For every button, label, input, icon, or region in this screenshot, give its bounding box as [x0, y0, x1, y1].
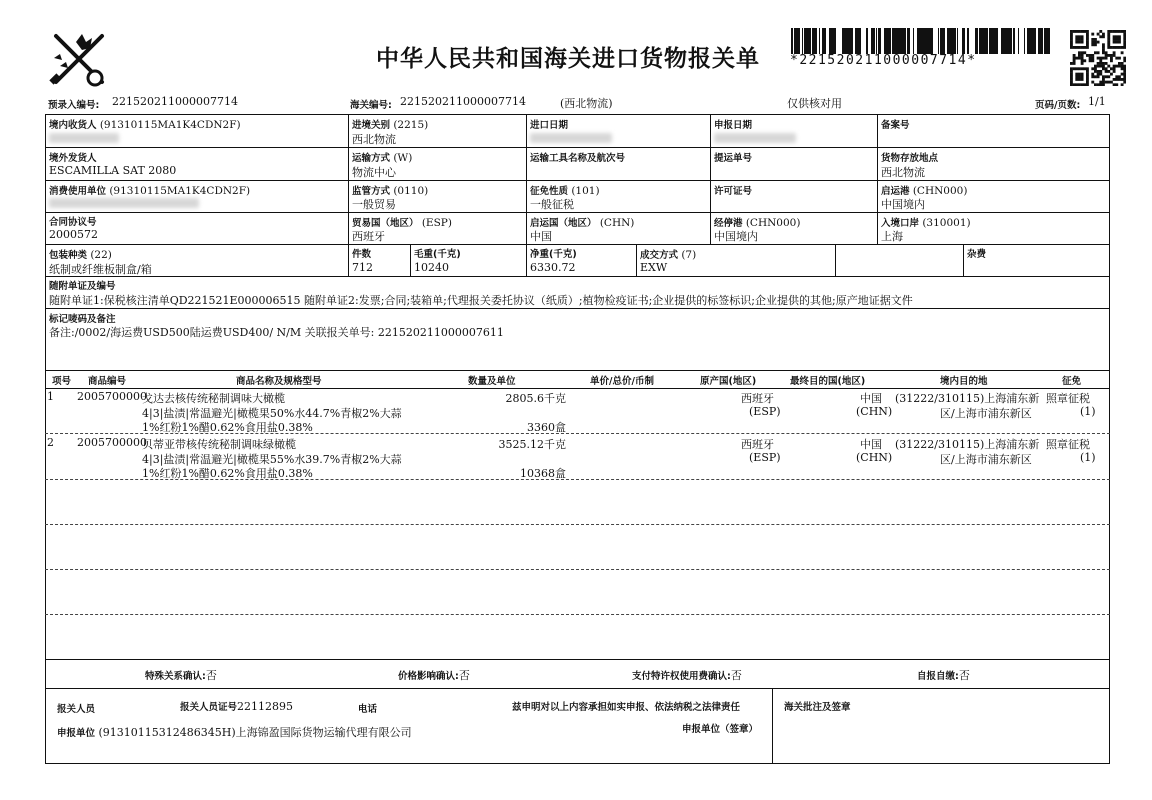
levy-nature-label: 征免性质 (101): [530, 185, 600, 197]
declarant-cert: 报关人员证号22112895: [180, 700, 294, 713]
transit-port-value: 中国境内: [714, 230, 758, 243]
consignee-label: 境内收货人 (91310115MA1K4CDN2F): [49, 119, 241, 131]
col-domestic: 境内目的地: [940, 376, 988, 387]
legal-statement: 兹申明对以上内容承担如实申报、依法纳税之法律责任: [512, 702, 741, 713]
net-weight-label: 净重(千克): [530, 249, 577, 260]
entry-customs-label: 进境关别 (2215): [352, 119, 429, 131]
qty-weight: 2805.6千克: [505, 392, 566, 405]
marks-label: 标记唛码及备注: [49, 314, 116, 325]
col-name-spec: 商品名称及规格型号: [236, 376, 322, 387]
goods-spec-2: 1%红粉1%醋0.62%食用盐0.38%: [142, 421, 313, 434]
levy-mode: 照章征税: [1046, 392, 1090, 405]
declare-unit: 申报单位 (91310115312486345H)上海锦盈国际货物运输代理有限公司: [57, 726, 412, 739]
approval-only: 仅供核对用: [787, 97, 842, 110]
package-type-value: 纸制或纤维板制盒/箱: [49, 263, 152, 276]
document-title: 中华人民共和国海关进口货物报关单: [376, 46, 760, 72]
domestic-dest: (31222/310115)上海浦东新: [895, 438, 1040, 451]
pieces-label: 件数: [352, 249, 372, 260]
origin-code: (ESP): [749, 451, 781, 464]
goods-location-value: 西北物流: [881, 166, 925, 179]
goods-spec: 4|3|盐渍|常温避光|橄榄果50%水44.7%青椒2%大蒜: [142, 407, 402, 420]
origin-country-label: 启运国（地区） (CHN): [530, 217, 635, 229]
col-qty: 数量及单位: [468, 376, 516, 387]
dest-country: 中国: [860, 438, 882, 451]
gross-weight-label: 毛重(千克): [414, 249, 461, 260]
goods-name: 戈达去核传统秘制调味大橄榄: [142, 392, 285, 405]
origin-code: (ESP): [749, 405, 781, 418]
transaction-mode-value: EXW: [640, 261, 668, 274]
qty-boxes: 10368盒: [520, 467, 566, 480]
levy-code: (1): [1080, 451, 1096, 464]
entry-customs-value: 西北物流: [352, 133, 396, 146]
levy-nature-value: 一般征税: [530, 198, 574, 211]
special-relation-confirm: 特殊关系确认:否: [145, 669, 217, 682]
page-label: 页码/页数:: [1035, 100, 1081, 111]
goods-name: 贝蒂亚带核传统秘制调味绿橄榄: [142, 438, 296, 451]
self-declare-confirm: 自报自缴:否: [917, 669, 970, 682]
customs-name: (西北物流): [560, 97, 613, 110]
domestic-dest: (31222/310115)上海浦东新: [895, 392, 1040, 405]
trade-country-label: 贸易国（地区） (ESP): [352, 217, 452, 229]
departure-port-label: 启运港 (CHN000): [881, 185, 968, 197]
levy-mode: 照章征税: [1046, 438, 1090, 451]
dest-code: (CHN): [856, 451, 893, 464]
bill-no-label: 提运单号: [714, 153, 753, 164]
package-type-label: 包装种类 (22): [49, 249, 112, 261]
misc-fee-label: 杂费: [967, 249, 987, 260]
contract-no-label: 合同协议号: [49, 217, 97, 228]
price-impact-confirm: 价格影响确认:否: [398, 669, 470, 682]
domestic-dest-2: 区/上海市浦东新区: [940, 407, 1032, 420]
entry-port-label: 入境口岸 (310001): [881, 217, 971, 229]
marks-value: 备注:/0002/海运费USD500陆运费USD400/ N/M 关联报关单号: 221520211000007611: [49, 326, 504, 339]
contract-no-value: 2000572: [49, 228, 98, 241]
overseas-shipper-value: ESCAMILLA SAT 2080: [49, 164, 177, 177]
customs-note-label: 海关批注及签章: [784, 702, 851, 713]
net-weight-value: 6330.72: [530, 261, 576, 274]
col-origin: 原产国(地区): [700, 376, 757, 387]
col-levy: 征免: [1062, 376, 1082, 387]
hs-code: 2005700000: [77, 436, 147, 449]
transit-port-label: 经停港 (CHN000): [714, 217, 801, 229]
declare-unit-seal: 申报单位（签章）: [682, 724, 759, 735]
dest-country: 中国: [860, 392, 882, 405]
item-no: 1: [47, 390, 54, 403]
trade-country-value: 西班牙: [352, 230, 385, 243]
pre-entry-no: 221520211000007714: [112, 95, 238, 108]
col-price: 单价/总价/币制: [590, 376, 654, 387]
gross-weight-value: 10240: [414, 261, 449, 274]
attached-docs-value: 随附单证1:保税核注清单QD221521E000006515 随附单证2:发票;合同;装箱单;代理报关委托协议（纸质）;植物检疫证书;企业提供的标签标识;企业提供的其他;原产地证据文件: [49, 294, 913, 307]
levy-code: (1): [1080, 405, 1096, 418]
item-no: 2: [47, 436, 54, 449]
col-item: 项号: [52, 376, 72, 387]
pre-entry-label: 预录入编号:: [48, 100, 100, 111]
transport-tool-label: 运输工具名称及航次号: [530, 153, 626, 164]
goods-spec: 4|3|盐渍|常温避光|橄榄果55%水39.7%青椒2%大蒜: [142, 453, 402, 466]
col-hs-code: 商品编号: [88, 376, 127, 387]
page-value: 1/1: [1088, 95, 1106, 108]
consumer-unit-label: 消费使用单位 (91310115MA1K4CDN2F): [49, 185, 251, 197]
barcode: [790, 28, 1052, 54]
phone-label: 电话: [358, 704, 378, 715]
departure-port-value: 中国境内: [881, 198, 925, 211]
customs-no: 221520211000007714: [400, 95, 526, 108]
qty-boxes: 3360盒: [527, 421, 566, 434]
origin-country: 西班牙: [741, 438, 774, 451]
declare-date-label: 申报日期: [714, 120, 753, 131]
domestic-dest-2: 区/上海市浦东新区: [940, 453, 1032, 466]
transport-mode-label: 运输方式 (W): [352, 152, 413, 164]
supervision-value: 一般贸易: [352, 198, 396, 211]
dest-code: (CHN): [856, 405, 893, 418]
goods-spec-2: 1%红粉1%醋0.62%食用盐0.38%: [142, 467, 313, 480]
qty-weight: 3525.12千克: [498, 438, 566, 451]
origin-country-value: 中国: [530, 230, 552, 243]
barcode-text: *221520211000007714*: [790, 53, 977, 68]
col-dest: 最终目的国(地区): [790, 376, 866, 387]
qr-code: [1070, 30, 1126, 86]
royalty-confirm: 支付特许权使用费确认:否: [632, 669, 742, 682]
license-no-label: 许可证号: [714, 186, 753, 197]
goods-location-label: 货物存放地点: [881, 153, 939, 164]
customs-no-label: 海关编号:: [350, 100, 392, 111]
origin-country: 西班牙: [741, 392, 774, 405]
attached-docs-label: 随附单证及编号: [49, 281, 116, 292]
transaction-mode-label: 成交方式 (7): [640, 249, 697, 261]
entry-port-value: 上海: [881, 230, 903, 243]
hs-code: 2005700000: [77, 390, 147, 403]
overseas-shipper-label: 境外发货人: [49, 153, 97, 164]
record-no-label: 备案号: [881, 120, 910, 131]
supervision-label: 监管方式 (0110): [352, 185, 429, 197]
declarant-label: 报关人员: [57, 704, 96, 715]
pieces-value: 712: [352, 261, 373, 274]
customs-emblem-icon: [46, 28, 112, 90]
import-date-label: 进口日期: [530, 120, 569, 131]
transport-mode-value: 物流中心: [352, 166, 396, 179]
